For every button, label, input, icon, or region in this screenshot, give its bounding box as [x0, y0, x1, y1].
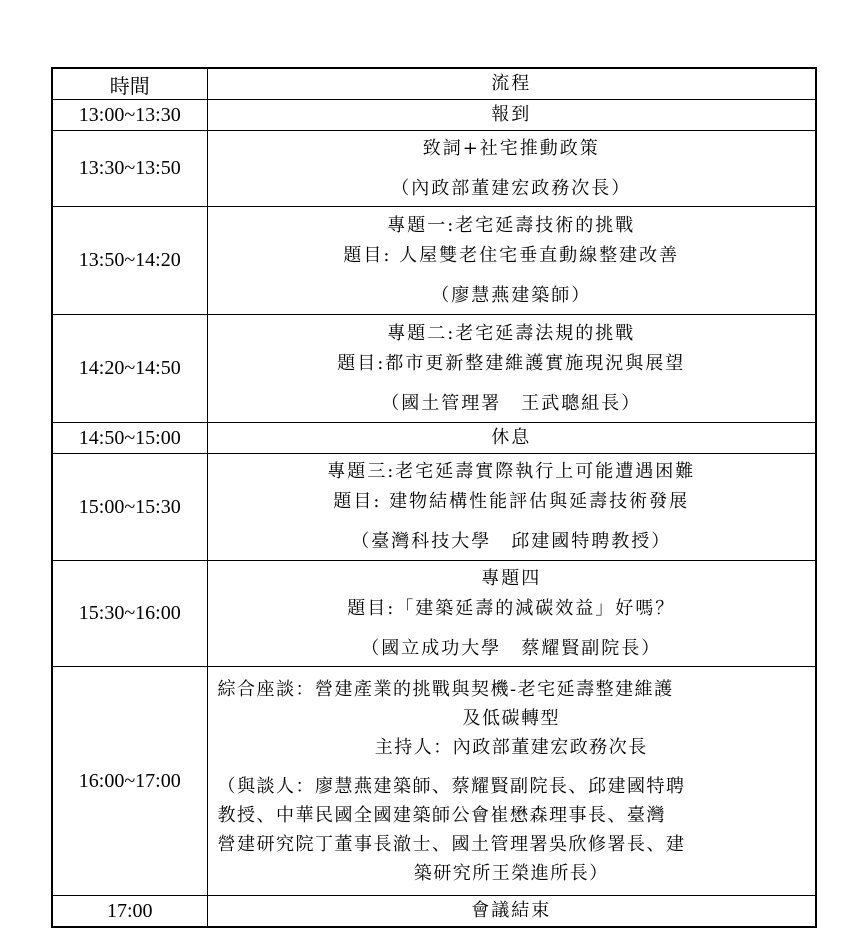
row-time: 15:30~16:00: [52, 561, 207, 667]
row-item: [207, 561, 816, 667]
row-item: [207, 667, 816, 896]
panelists-line: （與談人：廖慧燕建築師、蔡耀賢副院長、邱建國特聘: [217, 775, 686, 797]
row-speaker: （內政部董建宏政務次長）: [391, 177, 632, 199]
row-time: 14:50~15:00: [52, 423, 207, 454]
panelists-line: 營建研究院丁董事長澈士、國土管理署吳欣修署長、建: [217, 833, 686, 855]
table-row: [52, 561, 816, 667]
row-subtitle: 題目:都市更新整建維護實施現況與展望: [337, 352, 686, 374]
row-speaker: （國土管理署 王武聰組長）: [381, 392, 642, 414]
header-time: 時間: [52, 68, 207, 100]
row-title: 專題一:老宅延壽技術的挑戰: [387, 214, 636, 236]
row-time: 16:00~17:00: [52, 667, 207, 896]
row-subtitle: 題目: 建物結構性能評估與延壽技術發展: [333, 491, 690, 512]
row-title: 專題三:老宅延壽實際執行上可能遭遇困難: [327, 461, 696, 482]
table-row: [52, 131, 816, 207]
row-speaker: （臺灣科技大學 邱建國特聘教授）: [351, 531, 672, 552]
row-item: 會議結束: [207, 896, 816, 928]
panel-title-cont: 及低碳轉型: [462, 707, 560, 729]
table-row: [52, 100, 816, 131]
row-subtitle: 題目: 人屋雙老住宅垂直動線整建改善: [343, 244, 680, 266]
row-speaker: （國立成功大學 蔡耀賢副院長）: [361, 637, 662, 659]
row-item: 休息: [207, 423, 816, 454]
row-item: 報到: [207, 100, 816, 131]
row-time: 14:20~14:50: [52, 315, 207, 423]
row-time: 13:50~14:20: [52, 207, 207, 315]
row-speaker: （廖慧燕建築師）: [431, 284, 592, 306]
row-time: 13:30~13:50: [52, 131, 207, 207]
agenda-table: [51, 67, 817, 928]
table-row: [52, 454, 816, 561]
row-time: 17:00: [52, 896, 207, 928]
table-row: [52, 896, 816, 928]
table-row: [52, 207, 816, 315]
row-time: 15:00~15:30: [52, 454, 207, 561]
moderator: 主持人：內政部董建宏政務次長: [374, 736, 648, 758]
panelists-line: 築研究所王榮進所長）: [413, 862, 609, 884]
table-row: [52, 423, 816, 454]
row-title: 致詞+社宅推動政策: [422, 137, 600, 159]
panelists-line: 教授、中華民國全國建築師公會崔懋森理事長、臺灣: [217, 804, 666, 826]
row-title: 專題四: [481, 567, 542, 589]
row-title: 專題二:老宅延壽法規的挑戰: [387, 322, 636, 344]
table-row: [52, 667, 816, 896]
row-subtitle: 題目:「建築延壽的減碳效益」好嗎？: [347, 597, 676, 619]
row-time: 13:00~13:30: [52, 100, 207, 131]
table-row: [52, 315, 816, 423]
header-flow: 流程: [207, 68, 816, 100]
row-item: [207, 207, 816, 315]
row-item: [207, 315, 816, 423]
row-item: [207, 131, 816, 207]
header-row: [52, 68, 816, 100]
row-item: [207, 454, 816, 561]
panel-title: 綜合座談：營建產業的挑戰與契機-老宅延壽整建維護: [217, 678, 674, 700]
